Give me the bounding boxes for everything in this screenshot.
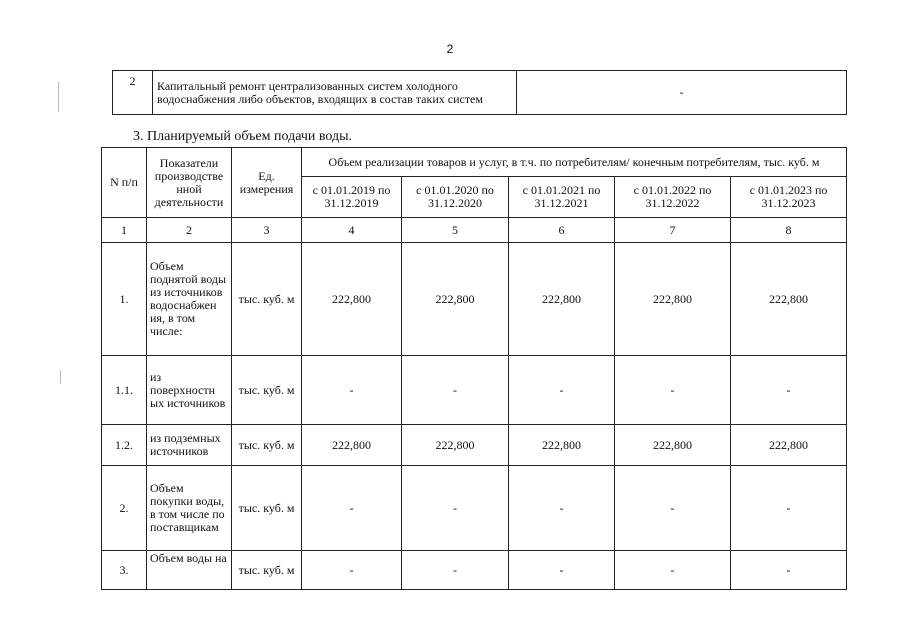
col-number: 8 bbox=[731, 218, 847, 243]
row-value: - bbox=[615, 466, 731, 551]
row-value: - bbox=[517, 71, 847, 115]
column-number-row bbox=[102, 218, 847, 243]
row-unit: тыс. куб. м bbox=[232, 425, 302, 466]
col-number: 2 bbox=[147, 218, 232, 243]
page-number: 2 bbox=[446, 42, 454, 56]
row-number: 2 bbox=[113, 71, 153, 115]
row-value: 222,800 bbox=[731, 425, 847, 466]
table-row bbox=[113, 71, 847, 115]
row-value: - bbox=[731, 356, 847, 425]
row-number: 1.2. bbox=[102, 425, 147, 466]
row-value: - bbox=[615, 356, 731, 425]
row-value: 222,800 bbox=[509, 425, 615, 466]
header-group: Объем реализации товаров и услуг, в т.ч. по потребителям/ конечным потребителям, тыс. куб. м bbox=[302, 148, 847, 177]
row-text: Капитальный ремонт централизованных систем холодного водоснабжения либо объектов, входящих в состав таких систем bbox=[153, 71, 517, 115]
water-supply-table bbox=[101, 147, 847, 590]
table-row bbox=[102, 466, 847, 551]
table-row bbox=[102, 356, 847, 425]
row-number: 1. bbox=[102, 243, 147, 356]
header-period: с 01.01.2021 по 31.12.2021 bbox=[509, 177, 615, 218]
header-row bbox=[102, 148, 847, 177]
row-value: 222,800 bbox=[302, 425, 402, 466]
col-number: 7 bbox=[615, 218, 731, 243]
row-name: Объем поднятой воды из источников водоснабжен ия, в том числе: bbox=[147, 243, 232, 356]
col-number: 5 bbox=[402, 218, 509, 243]
row-number: 2. bbox=[102, 466, 147, 551]
col-number: 3 bbox=[232, 218, 302, 243]
row-value: - bbox=[731, 551, 847, 590]
row-value: - bbox=[402, 466, 509, 551]
row-name: Объем воды на bbox=[147, 551, 232, 590]
row-number: 3. bbox=[102, 551, 147, 590]
row-name: из подземных источников bbox=[147, 425, 232, 466]
scan-artifact bbox=[58, 82, 59, 112]
row-value: 222,800 bbox=[615, 243, 731, 356]
row-unit: тыс. куб. м bbox=[232, 243, 302, 356]
section-title: 3. Планируемый объем подачи воды. bbox=[133, 129, 353, 144]
row-unit: тыс. куб. м bbox=[232, 466, 302, 551]
row-name: Объем покупки воды, в том числе по поставщикам bbox=[147, 466, 232, 551]
row-value: - bbox=[731, 466, 847, 551]
row-name: из поверхностн ых источников bbox=[147, 356, 232, 425]
header-unit: Ед. измерения bbox=[232, 148, 302, 218]
row-value: - bbox=[302, 356, 402, 425]
row-value: - bbox=[509, 551, 615, 590]
col-number: 6 bbox=[509, 218, 615, 243]
header-period: с 01.01.2020 по 31.12.2020 bbox=[402, 177, 509, 218]
top-table bbox=[112, 70, 847, 115]
col-number: 4 bbox=[302, 218, 402, 243]
header-indicator: Показатели производстве нной деятельности bbox=[147, 148, 232, 218]
col-number: 1 bbox=[102, 218, 147, 243]
row-value: - bbox=[302, 466, 402, 551]
row-unit: тыс. куб. м bbox=[232, 551, 302, 590]
header-num: N п/п bbox=[102, 148, 147, 218]
row-value: - bbox=[615, 551, 731, 590]
scan-artifact bbox=[60, 370, 61, 384]
row-value: 222,800 bbox=[402, 243, 509, 356]
header-period: с 01.01.2023 по 31.12.2023 bbox=[731, 177, 847, 218]
row-value: - bbox=[402, 551, 509, 590]
table-row bbox=[102, 243, 847, 356]
row-value: 222,800 bbox=[509, 243, 615, 356]
header-period: с 01.01.2019 по 31.12.2019 bbox=[302, 177, 402, 218]
row-value: - bbox=[302, 551, 402, 590]
row-value: 222,800 bbox=[402, 425, 509, 466]
row-value: - bbox=[509, 356, 615, 425]
row-value: - bbox=[509, 466, 615, 551]
row-value: 222,800 bbox=[302, 243, 402, 356]
row-number: 1.1. bbox=[102, 356, 147, 425]
row-value: 222,800 bbox=[615, 425, 731, 466]
table-row bbox=[102, 425, 847, 466]
row-unit: тыс. куб. м bbox=[232, 356, 302, 425]
header-period: с 01.01.2022 по 31.12.2022 bbox=[615, 177, 731, 218]
row-value: 222,800 bbox=[731, 243, 847, 356]
row-value: - bbox=[402, 356, 509, 425]
table-row bbox=[102, 551, 847, 590]
